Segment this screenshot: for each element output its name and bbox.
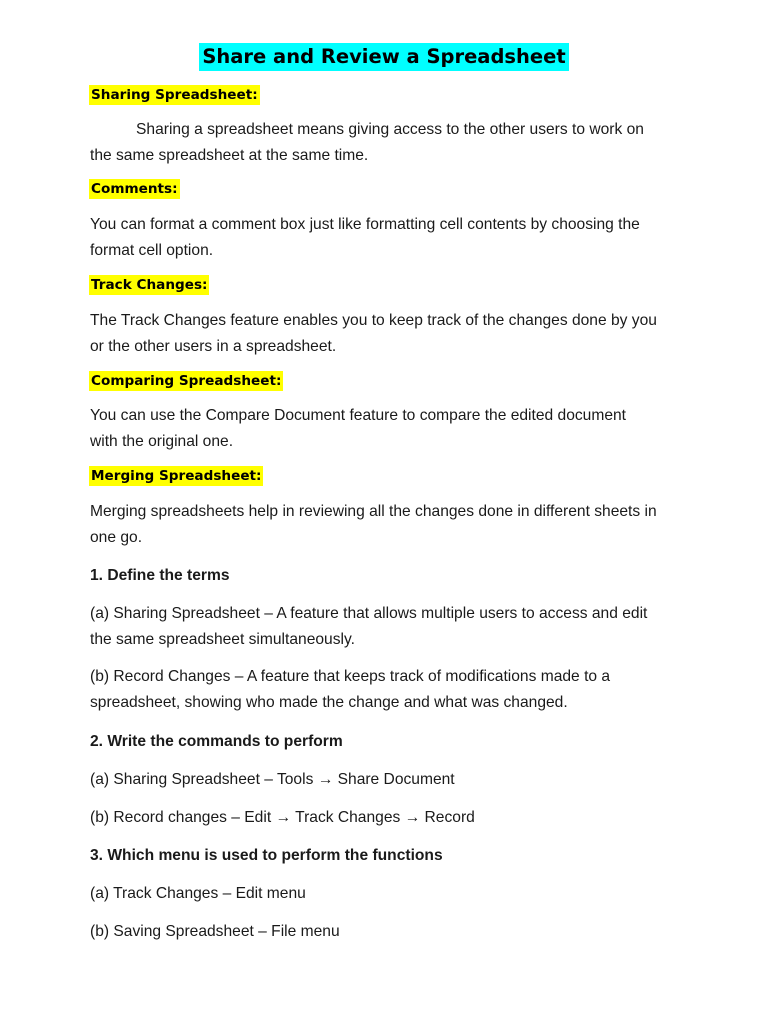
- body-line: You can format a comment box just like formatting cell contents by choosing the: [90, 216, 640, 233]
- answer-2a: [90, 767, 690, 793]
- section-body-comments: [90, 212, 690, 264]
- section-body-track-changes: [90, 308, 690, 360]
- answer-3b: [90, 919, 690, 945]
- section-body-comparing: [90, 403, 690, 455]
- body-line: The Track Changes feature enables you to keep track of the changes done by you: [90, 312, 657, 329]
- body-line: the same spreadsheet at the same time.: [90, 147, 369, 164]
- body-line: one go.: [90, 529, 143, 546]
- question-1: 1. Define the terms: [90, 567, 230, 584]
- answer-1a: [90, 601, 690, 653]
- question-3: 3. Which menu is used to perform the functions: [90, 847, 443, 864]
- answer-line: (b) Record changes – Edit → Track Changes → Record: [90, 809, 475, 826]
- answer-line: (a) Sharing Spreadsheet – Tools → Share Document: [90, 771, 455, 788]
- section-heading-comments: Comments:: [91, 181, 178, 197]
- question-2: 2. Write the commands to perform: [90, 733, 343, 750]
- answer-1b: [90, 664, 690, 716]
- answer-line: (b) Record Changes – A feature that keeps track of modifications made to a: [90, 668, 611, 685]
- body-line: Merging spreadsheets help in reviewing all the changes done in different sheets in: [90, 503, 657, 520]
- body-line: You can use the Compare Document feature to compare the edited document: [90, 407, 627, 424]
- section-heading-merging: Merging Spreadsheet:: [91, 468, 262, 484]
- body-line: format cell option.: [90, 242, 214, 259]
- answer-line: (a) Track Changes – Edit menu: [90, 885, 306, 902]
- answer-line: the same spreadsheet simultaneously.: [90, 631, 355, 648]
- title-wrapper: [0, 43, 768, 71]
- section-body-sharing: [90, 117, 690, 169]
- answer-2b: [90, 805, 690, 831]
- answer-line: (a) Sharing Spreadsheet – A feature that allows multiple users to access and edit: [90, 605, 648, 622]
- section-body-merging: [90, 499, 690, 551]
- section-heading-track-changes: Track Changes:: [91, 277, 208, 293]
- body-line: Sharing a spreadsheet means giving access to the other users to work on: [136, 121, 644, 138]
- body-line: with the original one.: [90, 433, 234, 450]
- section-heading-comparing: Comparing Spreadsheet:: [91, 373, 282, 389]
- answer-line: spreadsheet, showing who made the change and what was changed.: [90, 694, 568, 711]
- answer-line: (b) Saving Spreadsheet – File menu: [90, 923, 340, 940]
- section-heading-sharing: Sharing Spreadsheet:: [91, 87, 258, 103]
- document-title: Share and Review a Spreadsheet: [199, 43, 568, 71]
- answer-3a: [90, 881, 690, 907]
- body-line: or the other users in a spreadsheet.: [90, 338, 337, 355]
